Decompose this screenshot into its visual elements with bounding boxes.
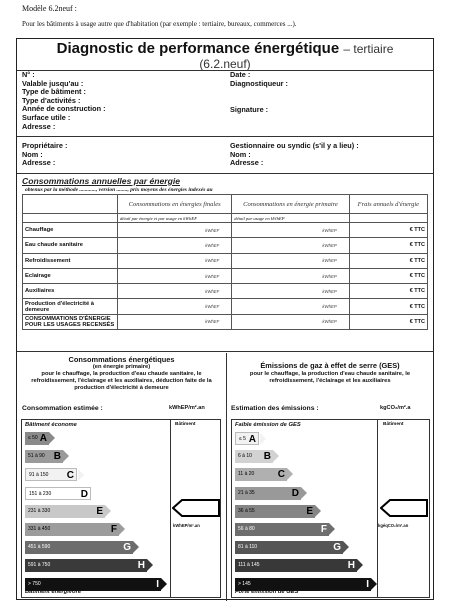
class-range: ≤ 5 bbox=[239, 436, 246, 442]
ges-top-label: Faible émission de GES bbox=[235, 422, 301, 428]
class-arrow-tip bbox=[260, 433, 266, 445]
class-arrow-tip bbox=[49, 432, 55, 444]
field-manager: Gestionnaire ou syndic (s'il y a lieu) : bbox=[230, 141, 359, 150]
class-letter: H bbox=[347, 560, 355, 572]
energy-indicator-arrow bbox=[172, 499, 220, 517]
owner-fields bbox=[22, 142, 67, 168]
class-range: 591 à 750 bbox=[28, 562, 51, 569]
divider bbox=[17, 173, 433, 174]
subheader-primary: détail par usage en kWhEP bbox=[232, 214, 349, 223]
class-arrow-tip bbox=[273, 450, 279, 462]
model-heading: Modèle 6.2neuf : bbox=[22, 4, 77, 13]
cell-cost: € TTC bbox=[349, 284, 427, 299]
ges-indicator-arrow bbox=[380, 499, 428, 517]
energy-indicator-unit: kWhEP/m².an bbox=[173, 523, 200, 528]
row-label: Eau chaude sanitaire bbox=[23, 238, 118, 253]
energy-class-bar-b bbox=[25, 450, 63, 463]
field-valid-until: Valable jusqu'au : bbox=[22, 78, 84, 88]
class-arrow-tip bbox=[133, 541, 139, 553]
manager-fields bbox=[230, 142, 359, 168]
ges-class-bar-f bbox=[235, 523, 329, 536]
class-arrow-tip bbox=[105, 505, 111, 517]
ges-class-bar-d bbox=[235, 487, 301, 500]
energy-top-label: Bâtiment économe bbox=[25, 422, 77, 428]
cell-final-unit: kWhEF bbox=[118, 268, 232, 283]
cell-cost: € TTC bbox=[349, 268, 427, 283]
class-range: 111 à 145 bbox=[238, 562, 260, 569]
table-row bbox=[23, 268, 428, 283]
cell-cost: € TTC bbox=[349, 238, 427, 253]
table-row bbox=[23, 314, 428, 329]
class-letter: C bbox=[66, 470, 74, 482]
cell-cost: € TTC bbox=[349, 223, 427, 238]
form-title-main: Diagnostic de performance énergétique bbox=[56, 40, 340, 57]
class-letter: D bbox=[80, 488, 88, 500]
subheader-costs-empty bbox=[349, 214, 427, 223]
energy-class-bar-a bbox=[25, 432, 49, 445]
cell-primary-unit: kWhEP bbox=[232, 314, 349, 329]
cell-final-unit: kWhEF bbox=[118, 314, 232, 329]
table-row bbox=[23, 223, 428, 238]
consumption-rows bbox=[23, 223, 428, 330]
cell-final-unit: kWhEF bbox=[118, 284, 232, 299]
row-label: Auxiliaires bbox=[23, 284, 118, 299]
ges-class-bar-c bbox=[235, 468, 287, 481]
class-range: 36 à 55 bbox=[238, 507, 255, 514]
class-letter: I bbox=[156, 578, 159, 590]
ges-batiment-header: Bâtiment bbox=[383, 422, 404, 427]
table-row bbox=[23, 253, 428, 268]
energy-title: Consommations énergétiques bbox=[68, 355, 175, 364]
field-construction-year: Année de construction : bbox=[22, 104, 106, 114]
field-surface: Surface utile : bbox=[22, 112, 71, 122]
field-manager-name: Nom : bbox=[230, 149, 251, 159]
energy-panel bbox=[17, 353, 226, 601]
cell-final-unit: kWhEF bbox=[118, 238, 232, 253]
cell-primary-unit: kWhEP bbox=[232, 268, 349, 283]
energy-class-bar-g bbox=[25, 541, 133, 554]
field-signature: Signature : bbox=[230, 105, 269, 114]
ges-class-bar-a bbox=[235, 432, 259, 445]
class-letter: A bbox=[39, 433, 47, 444]
class-letter: G bbox=[333, 542, 341, 554]
energy-estimate-unit: kWhEP/m².an bbox=[169, 405, 205, 411]
class-range: 331 à 450 bbox=[28, 526, 51, 532]
class-arrow-tip bbox=[78, 469, 84, 481]
class-letter: A bbox=[248, 434, 256, 445]
cell-primary-unit: kWhEP bbox=[232, 299, 349, 314]
form-subtitle: (6.2.neuf) bbox=[199, 57, 251, 71]
subheader-empty bbox=[23, 214, 118, 223]
cell-primary-unit: kWhEP bbox=[232, 253, 349, 268]
class-range: 21 à 35 bbox=[238, 489, 255, 496]
class-arrow-tip bbox=[357, 559, 363, 571]
form-title-tail: – tertiaire bbox=[343, 42, 394, 56]
class-range: ≤ 50 bbox=[28, 435, 38, 441]
class-letter: G bbox=[123, 542, 131, 554]
field-diagnostician: Diagnostiqueur : bbox=[230, 78, 288, 88]
col-header-costs: Frais annuels d'énergie bbox=[349, 195, 427, 214]
ges-class-bar-b bbox=[235, 450, 273, 463]
field-activity-type: Type d'activités : bbox=[22, 95, 81, 105]
cell-cost: € TTC bbox=[349, 299, 427, 314]
class-letter: E bbox=[96, 505, 103, 517]
table-row bbox=[23, 299, 428, 314]
class-letter: H bbox=[137, 560, 145, 572]
class-range: 151 à 230 bbox=[29, 490, 52, 497]
ges-estimate-label: Estimation des émissions : bbox=[231, 405, 319, 412]
ges-class-bar-e bbox=[235, 505, 315, 518]
class-letter: D bbox=[291, 487, 299, 499]
class-letter: I bbox=[366, 578, 369, 590]
class-letter: B bbox=[53, 451, 61, 463]
class-arrow-tip bbox=[92, 488, 98, 500]
energy-class-bar-d bbox=[25, 487, 91, 500]
class-arrow-tip bbox=[147, 559, 153, 571]
class-range: > 145 bbox=[238, 580, 251, 587]
class-range: 56 à 80 bbox=[238, 526, 255, 532]
ges-panel bbox=[227, 353, 433, 601]
row-label: Chauffage bbox=[23, 223, 118, 238]
class-range: 451 à 590 bbox=[28, 544, 51, 551]
field-address: Adresse : bbox=[22, 121, 56, 131]
class-arrow-tip bbox=[119, 523, 125, 535]
row-label: Eclairage bbox=[23, 268, 118, 283]
class-range: > 750 bbox=[28, 580, 41, 587]
ges-bottom-label: Forte émission de GES bbox=[235, 589, 299, 595]
field-owner-name: Nom : bbox=[22, 149, 43, 159]
cell-cost: € TTC bbox=[349, 253, 427, 268]
cell-primary-unit: kWhEP bbox=[232, 238, 349, 253]
energy-estimate-label: Consommation estimée : bbox=[22, 405, 103, 412]
energy-class-bar-c bbox=[25, 468, 77, 481]
class-letter: E bbox=[306, 505, 313, 517]
ges-class-bar-h bbox=[235, 559, 357, 572]
class-letter: F bbox=[110, 524, 117, 535]
cell-cost: € TTC bbox=[349, 314, 427, 329]
col-header-final: Consommations en énergies finales bbox=[118, 195, 232, 214]
field-owner: Propriétaire : bbox=[22, 141, 68, 150]
energy-batiment-header: Bâtiment bbox=[175, 422, 196, 427]
energy-class-bar-e bbox=[25, 505, 105, 518]
cell-primary-unit: kWhEP bbox=[232, 223, 349, 238]
field-number: N° : bbox=[22, 70, 35, 79]
cell-final-unit: kWhEF bbox=[118, 299, 232, 314]
field-date: Date : bbox=[230, 70, 251, 79]
class-letter: F bbox=[320, 524, 327, 535]
class-arrow-tip bbox=[63, 450, 69, 462]
class-letter: B bbox=[263, 451, 271, 463]
class-range: 91 à 150 bbox=[29, 472, 49, 479]
class-arrow-tip bbox=[371, 578, 377, 590]
class-range: 6 à 10 bbox=[238, 453, 252, 460]
method-note: obtenus par la méthode ............, version ........, prix moyens des énergies indexés au bbox=[25, 187, 213, 193]
field-building-type: Type de bâtiment : bbox=[22, 87, 86, 97]
divider bbox=[17, 351, 433, 352]
model-description: Pour les bâtiments à usage autre que d'habitation (par exemple : tertiaire, bureaux, commerces ...). bbox=[22, 20, 297, 28]
ges-estimate-unit: kgCO₂/m².a bbox=[380, 405, 411, 411]
consumption-section-title: Consommations annuelles par énergie bbox=[22, 176, 181, 186]
energy-class-bar-f bbox=[25, 523, 119, 536]
class-letter: C bbox=[277, 469, 285, 481]
row-label: Refroidissement bbox=[23, 253, 118, 268]
class-arrow-tip bbox=[329, 523, 335, 535]
row-label: CONSOMMATIONS D'ÉNERGIE POUR LES USAGES RECENSÉS bbox=[23, 314, 118, 329]
class-arrow-tip bbox=[161, 578, 167, 590]
energy-description: pour le chauffage, la production d'eau chaude sanitaire, le refroidissement, l'éclairage et les auxiliaires, déduction faite de la production d'électricité à demeure bbox=[31, 371, 212, 391]
energy-bottom-label: Bâtiment énergivore bbox=[25, 589, 82, 595]
subheader-final: détail par énergie et par usage en kWhEF bbox=[118, 214, 232, 223]
class-range: 51 à 90 bbox=[28, 453, 45, 460]
row-label: Production d'électricité à demeure bbox=[23, 299, 118, 314]
ges-indicator-unit: kgéqCO₂/m².an bbox=[378, 523, 409, 528]
energy-class-bar-h bbox=[25, 559, 147, 572]
building-fields bbox=[22, 71, 106, 131]
dpe-form bbox=[16, 38, 434, 600]
ges-title: Émissions de gaz à effet de serre (GES) bbox=[260, 361, 400, 370]
consumption-table bbox=[22, 194, 428, 330]
class-arrow-tip bbox=[343, 541, 349, 553]
class-range: 81 à 110 bbox=[238, 544, 258, 551]
class-arrow-tip bbox=[301, 487, 307, 499]
class-arrow-tip bbox=[287, 468, 293, 480]
cell-final-unit: kWhEF bbox=[118, 253, 232, 268]
class-range: 11 à 20 bbox=[238, 471, 255, 478]
table-row bbox=[23, 238, 428, 253]
form-title bbox=[17, 40, 433, 57]
table-row bbox=[23, 284, 428, 299]
field-owner-address: Adresse : bbox=[22, 158, 56, 168]
cell-final-unit: kWhEF bbox=[118, 223, 232, 238]
col-header-primary: Consommations en énergie primaire bbox=[232, 195, 349, 214]
table-corner bbox=[23, 195, 118, 214]
class-arrow-tip bbox=[315, 505, 321, 517]
ges-class-bar-g bbox=[235, 541, 343, 554]
diagnostic-fields bbox=[230, 71, 288, 88]
field-manager-address: Adresse : bbox=[230, 158, 264, 168]
class-range: 231 à 330 bbox=[28, 507, 51, 514]
ges-description: pour le chauffage, la production d'eau chaude sanitaire, le refroidissement, l'éclairage et les auxiliaires bbox=[249, 371, 411, 384]
energy-subtitle: (en énergie primaire) bbox=[92, 364, 151, 370]
cell-primary-unit: kWhEP bbox=[232, 284, 349, 299]
divider bbox=[17, 136, 433, 137]
